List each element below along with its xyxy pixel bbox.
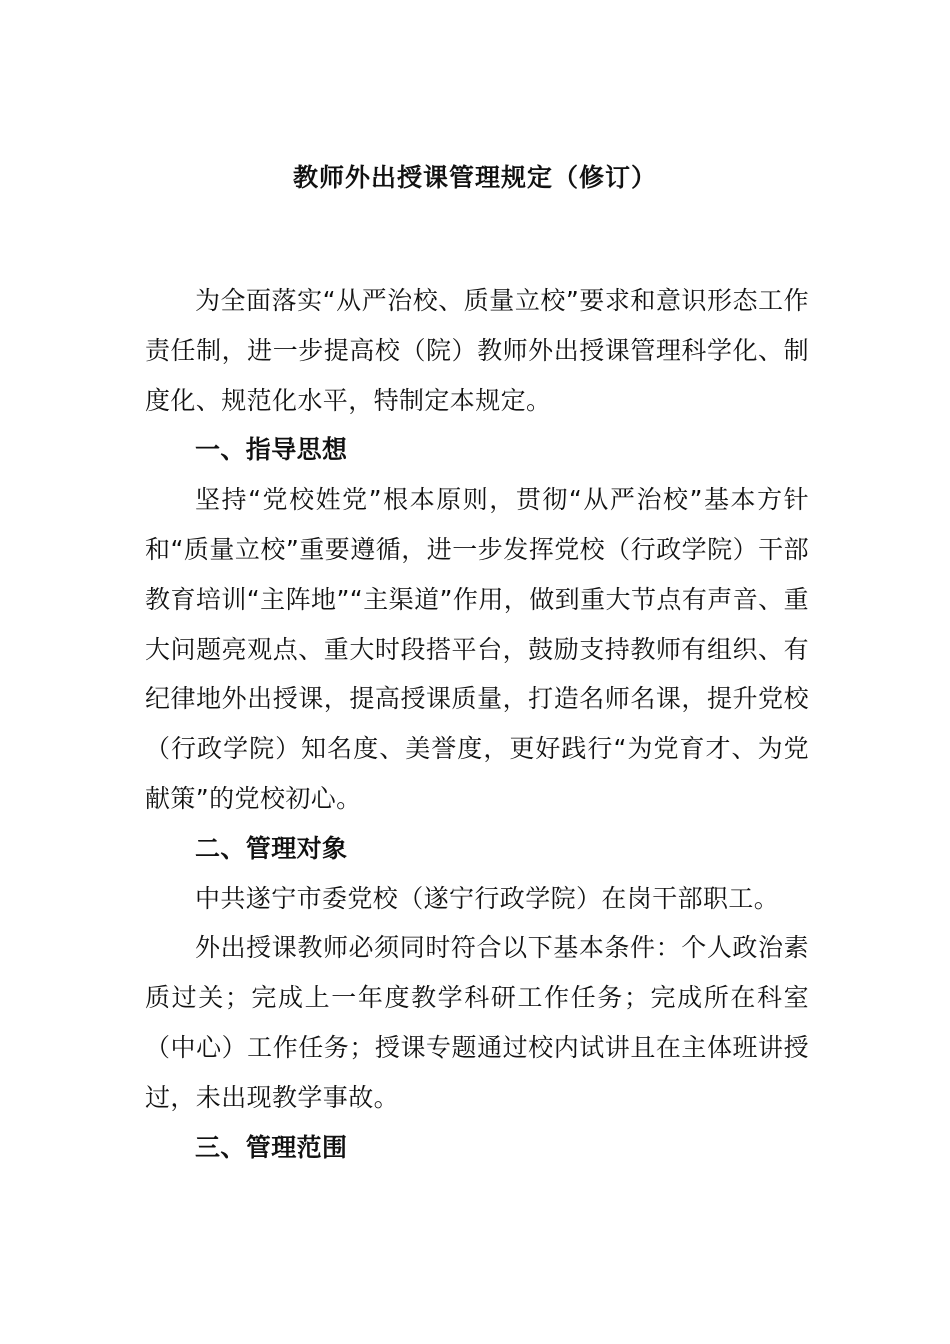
document-title: 教师外出授课管理规定（修订）	[292, 163, 657, 192]
document-body	[145, 276, 809, 1172]
teacher-conditions-paragraph: 外出授课教师必须同时符合以下基本条件：个人政治素质过关；完成上一年度教学科研工作任务；完成所在科室（中心）工作任务；授课专题通过校内试讲且在主体班讲授过，未出现教学事故。	[145, 933, 809, 1112]
section-heading-guiding-ideology: 一、指导思想	[195, 435, 348, 465]
section-heading-management-scope: 三、管理范围	[195, 1132, 348, 1162]
management-objects-paragraph: 中共遂宁市委党校（遂宁行政学院）在岗干部职工。	[195, 883, 780, 913]
section-heading-management-objects: 二、管理对象	[195, 833, 348, 863]
intro-paragraph: 为全面落实“从严治校、质量立校”要求和意识形态工作责任制，进一步提高校（院）教师外出授课管理科学化、制度化、规范化水平，特制定本规定。	[145, 286, 809, 415]
guiding-ideology-paragraph: 坚持“党校姓党”根本原则，贯彻“从严治校”基本方针和“质量立校”重要遵循，进一步发挥党校（行政学院）干部教育培训“主阵地”“主渠道”作用，做到重大节点有声音、重大问题亮观点、重大时段搭平台，鼓励支持教师有组织、有纪律地外出授课，提高授课质量，打造名师名课，提升党校（行政学院）知名度、美誉度，更好践行“为党育才、为党献策”的党校初心。	[145, 485, 809, 813]
